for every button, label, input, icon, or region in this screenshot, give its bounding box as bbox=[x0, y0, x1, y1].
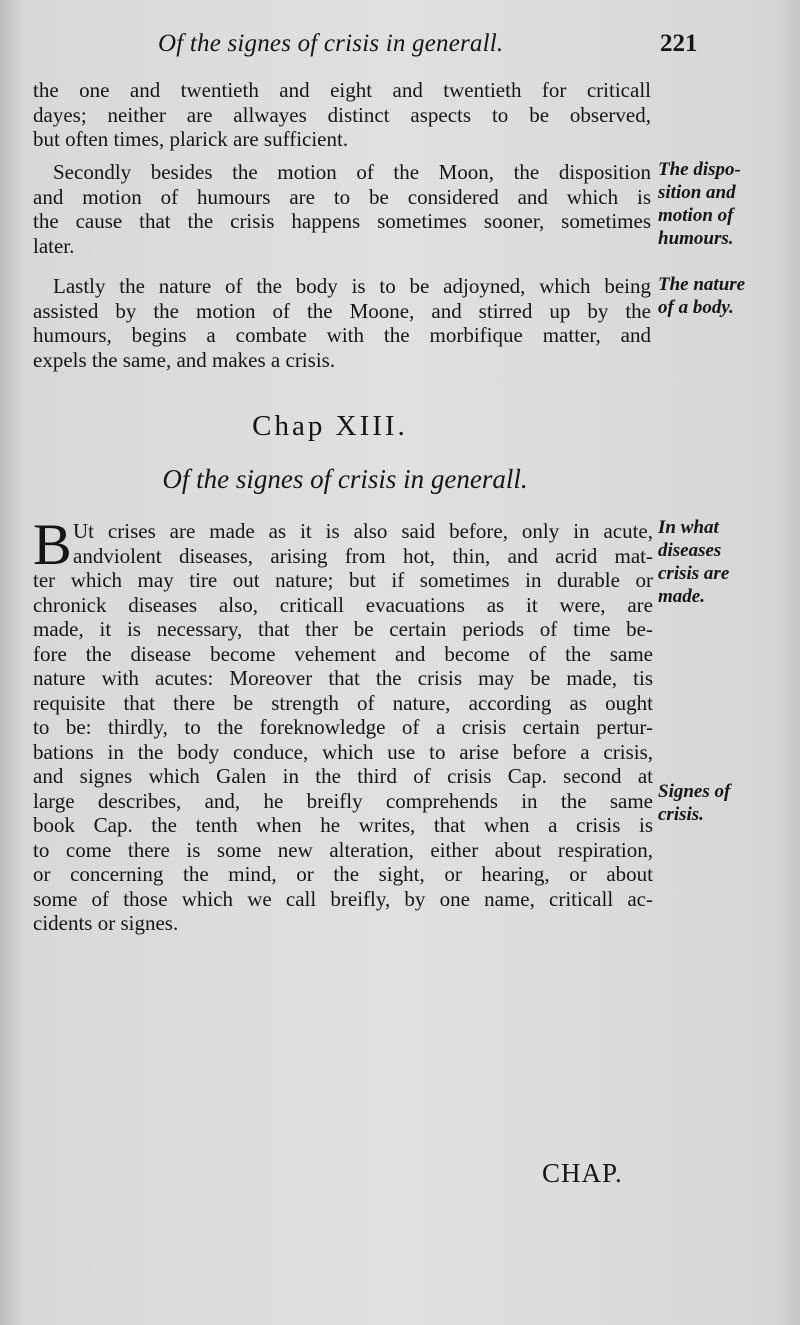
catchword: CHAP. bbox=[542, 1158, 623, 1188]
text-line: Ut crises are made as it is also said before, only in acute, bbox=[73, 519, 653, 543]
text-line: cidents or signes. bbox=[33, 911, 179, 935]
margin-note-signes bbox=[658, 780, 798, 826]
text-line: humours, begins a combate with the morbifique matter, and bbox=[33, 323, 651, 347]
page-header bbox=[0, 30, 800, 64]
margin-note-line: The dispo- bbox=[658, 159, 741, 180]
margin-note-line: In what bbox=[658, 517, 719, 538]
margin-note-line: sition and bbox=[658, 182, 736, 203]
text-line: made, it is necessary, that ther be certain periods of time be- bbox=[33, 617, 653, 641]
chapter-subtitle: Of the signes of crisis in generall. bbox=[162, 464, 528, 494]
chapter-heading: Chap XIII. bbox=[252, 410, 408, 442]
page-number: 221 bbox=[660, 30, 698, 57]
text-line: chronick diseases also, criticall evacuations as it were, are bbox=[33, 592, 653, 617]
text-line: Secondly besides the motion of the Moon, the disposition bbox=[53, 160, 651, 184]
text-line: bations in the body conduce, which use to arise before a crisis, bbox=[33, 739, 653, 764]
margin-note-line: The nature bbox=[658, 274, 746, 295]
paragraph-secondly bbox=[33, 160, 651, 258]
margin-note-line: humours. bbox=[658, 228, 734, 249]
text-line: book Cap. the tenth when he writes, that when a crisis is bbox=[33, 813, 653, 837]
text-line: or concerning the mind, or the sight, or hearing, or about bbox=[33, 862, 653, 886]
text-line: expels the same, and makes a crisis. bbox=[33, 347, 336, 372]
margin-note-diseases bbox=[658, 516, 798, 608]
margin-note-line: made. bbox=[658, 586, 705, 607]
text-line: later. bbox=[33, 233, 75, 258]
text-line: but often times, plarick are sufficient. bbox=[33, 127, 349, 151]
margin-note-line: diseases bbox=[658, 540, 722, 561]
running-title: Of the signes of crisis in generall. bbox=[158, 30, 504, 57]
text-line: assisted by the motion of the Moone, and stirred up by the bbox=[33, 298, 651, 323]
text-line: some of those which we call breifly, by one name, criticall ac- bbox=[33, 886, 653, 911]
text-line: to be: thirdly, to the foreknowledge of a crisis certain pertur- bbox=[33, 715, 653, 739]
paragraph-continuation bbox=[33, 78, 651, 152]
margin-note-line: Signes of bbox=[658, 781, 731, 802]
bleed-through-text bbox=[120, 1040, 608, 1066]
text-line: the one and twentieth and eight and twentieth for criticall bbox=[33, 78, 651, 102]
text-line: andviolent diseases, arising from hot, thin, and acrid mat- bbox=[73, 543, 653, 568]
text-line: large describes, and, he breifly comprehends in the same bbox=[33, 788, 653, 813]
text-line: to come there is some new alteration, either about respiration, bbox=[33, 837, 653, 862]
chapter-body bbox=[33, 512, 653, 936]
text-line: nature with acutes: Moreover that the crisis may be made, tis bbox=[33, 666, 653, 690]
drop-cap: B bbox=[33, 512, 72, 577]
text-line: and signes which Galen in the third of crisis Cap. second at bbox=[33, 764, 653, 788]
text-line: Lastly the nature of the body is to be adjoyned, which being bbox=[53, 274, 651, 298]
text-line: fore the disease become vehement and become of the same bbox=[33, 641, 653, 666]
margin-note-line: crisis are bbox=[658, 563, 730, 584]
margin-note-line: motion of bbox=[658, 205, 734, 226]
margin-note-nature bbox=[658, 273, 798, 319]
margin-note-line: crisis. bbox=[658, 804, 704, 825]
paragraph-lastly bbox=[33, 274, 651, 372]
text-line: dayes; neither are allwayes distinct aspects to be observed, bbox=[33, 102, 651, 127]
margin-note-line: of a body. bbox=[658, 297, 734, 318]
text-line: the cause that the crisis happens sometimes sooner, sometimes bbox=[33, 209, 651, 233]
text-line: requisite that there be strength of nature, according as ought bbox=[33, 690, 653, 715]
text-line: and motion of humours are to be considered and which is bbox=[33, 184, 651, 209]
margin-note-humours bbox=[658, 158, 798, 250]
text-line: ter which may tire out nature; but if sometimes in durable or bbox=[33, 568, 653, 592]
indented-lines bbox=[73, 519, 653, 568]
